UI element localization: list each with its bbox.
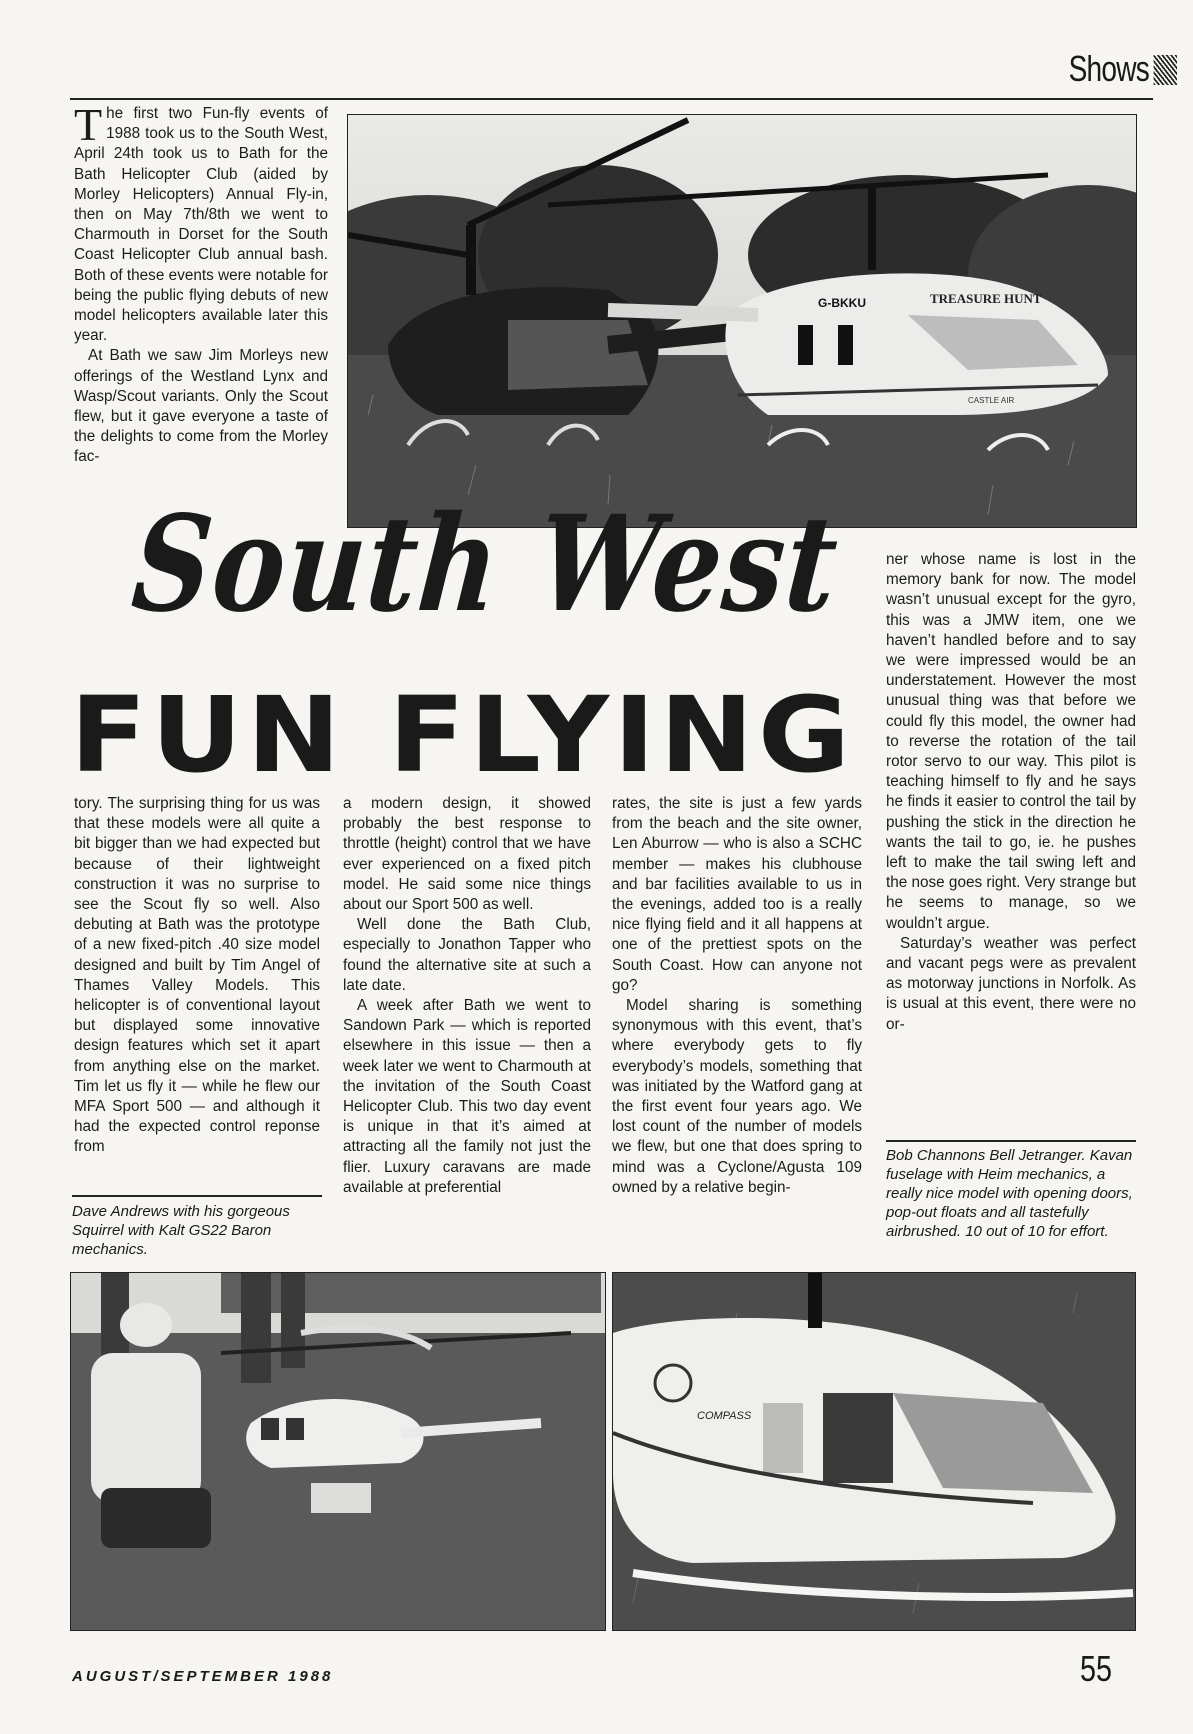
compass-livery-text: COMPASS	[697, 1410, 752, 1422]
top-rule	[70, 98, 1153, 100]
column-3-paragraph-1: rates, the site is just a few yards from the beach and the site owner, Len Aburrow — who is also a SCHC member — makes his clubhouse and bar facilities available to us in the evenings, added too is a really nice flying field and it all happens at one of the prettiest spots on the South Coast. How can anyone not go?	[612, 795, 862, 994]
photo-jetranger-model	[612, 1272, 1136, 1631]
section-label: Shows	[1068, 48, 1149, 89]
section-tag	[1069, 48, 1177, 90]
column-4-paragraph-2: Saturday’s weather was perfect and vacant pegs were as prevalent as motorway junctions in Norfolk. As is usual at this event, there were no or-	[886, 934, 1136, 1033]
intro-paragraph-1: he first two Fun-fly events of 1988 took us to the South West, April 24th took us to Bath for the Bath Helicopter Club (aided by Morley Helicopters) Annual Fly-in, then on May 7th/8th we went to Charmouth in Dorset for the South Coast Helicopter Club annual bash. Both of these events were notable for being the public flying debuts of new model helicopters available later this year.	[74, 105, 328, 345]
column-3-paragraph-2: Model sharing is something synonymous with this event, that’s where everybody gets to fly everybody’s models, something that was initiated by the Watford gang at the first event four years ago. We lost count of the number of models we flew, but one that does spring to mind was a Cyclone/Agusta 109 owned by a relative begin-	[612, 997, 862, 1196]
reg-marking-text: G-BKKU	[818, 296, 866, 310]
article-title-block: FUN FLYING	[70, 674, 855, 796]
column-2-paragraph-3: A week after Bath we went to Sandown Park — which is reported elsewhere in this issue — then a week later we went to Charmouth at the invitation of the South Coast Helicopter Club. This two day event is unique in that it’s aimed at attracting all the family not just the flier. Luxury caravans are made available at preferential	[343, 997, 591, 1196]
livery-subtext: CASTLE AIR	[968, 396, 1015, 405]
column-2-paragraph-1: a modern design, it showed probably the best response to throttle (height) control that we have ever experienced on a fixed pitch model. He said some nice things about our Sport 500 as well.	[343, 795, 591, 914]
caption-right: Bob Channons Bell Jetranger. Kavan fuselage with Heim mechanics, a really nice model with opening doors, pop-out floats and all tastefully airbrushed. 10 out of 10 for effort.	[886, 1147, 1133, 1240]
intro-paragraph-2: At Bath we saw Jim Morleys new offerings of the Westland Lynx and Wasp/Scout variants. Only the Scout flew, but it gave everyone a taste of the delights to come from the Morley fac-	[74, 347, 328, 466]
intro-column	[74, 99, 328, 468]
drop-cap: T	[74, 99, 103, 150]
helicopters-illustration	[348, 115, 1136, 527]
article-title-script: South West	[126, 487, 845, 642]
column-3	[612, 794, 862, 1198]
page-number: 55	[1080, 1648, 1113, 1689]
footer-issue-date: AUGUST/SEPTEMBER 1988	[72, 1668, 334, 1685]
caption-left: Dave Andrews with his gorgeous Squirrel with Kalt GS22 Baron mechanics.	[72, 1203, 290, 1258]
column-4	[886, 550, 1136, 1035]
section-pattern-icon	[1154, 55, 1177, 85]
column-2	[343, 794, 591, 1198]
caption-rule-right	[886, 1140, 1136, 1142]
column-1-paragraph: tory. The surprising thing for us was that these models were all quite a bit bigger than we had expected but because of their lightweight construction it was no surprise to see the Scout fly so well. Also debuting at Bath was the prototype of a new fixed-pitch .40 size model designed and built by Tim Angel of Thames Valley Models. This helicopter is of conventional layout but displayed some innovative design features which set it apart from anything else on the market. Tim let us fly it — while he flew our MFA Sport 500 — and although it had the expected control reponse from	[74, 795, 320, 1156]
livery-text: TREASURE HUNT	[930, 291, 1042, 306]
column-4-paragraph-1: ner whose name is lost in the memory bank for now. The model wasn’t unusual except for the gyro, this was a JMW item, one we haven’t handled before and to say we were impressed would be an understatement. However the most unusual thing was that before we could fly this model, the owner had to reverse the rotation of the tail rotor servo to our way. This pilot is teaching himself to fly and he says he finds it easier to control the tail by pushing the stick in the direction he wants the tail to go, ie. he pushes left to make the tail swing left and the nose goes right. Very strange but he seems to manage, so we wouldn’t argue.	[886, 551, 1137, 932]
photo-squirrel-model	[70, 1272, 606, 1631]
column-2-paragraph-2: Well done the Bath Club, especially to Jonathon Tapper who found the alternative site at such a late date.	[343, 916, 591, 994]
column-1	[74, 794, 320, 1158]
jetranger-illustration	[613, 1273, 1135, 1630]
caption-rule-left	[72, 1195, 322, 1197]
photo-helicopters-pair	[347, 114, 1137, 528]
squirrel-illustration	[71, 1273, 605, 1630]
